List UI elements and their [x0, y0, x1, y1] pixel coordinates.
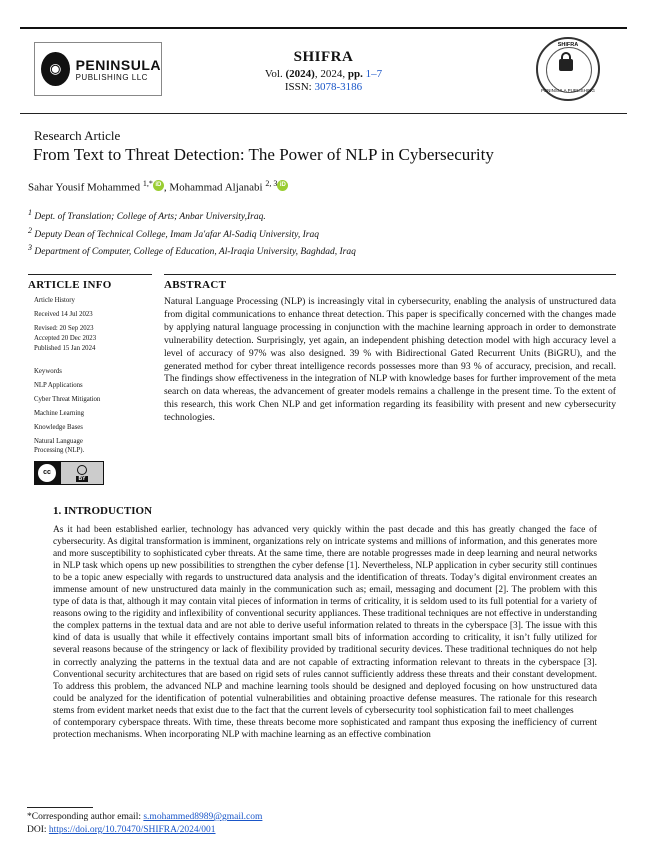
keywords-label: Keywords [34, 368, 62, 375]
abstract-text: Natural Language Processing (NLP) is increasingly vital in cybersecurity, enabling the analysis of unstructured data from digital communications to enhance threat detection. This paper is specifically concerned with the changes made by applying natural language processing in conjunction with the machine learning approach in order to demonstrate vulnerability detection. Surprisingly, yet again, an independent phishing detection model with high accuracy level a level of accuracy of 97% was also designed. 39 % with Bidirectional Gated Recurrent Units (BiGRU), and the generated method for cyber threat intelligence records possesses more than 93 % of accuracy, precision, and recall. The findings show effectiveness in the integration of NLP with knowledge bases for further improvement of the meta search on data whereas, the advancement of greater models remains a challenge in the present time. To the extent of this research, this work Chen NLP and get information regarding its feasibility with present and new cybersecurity technologies. [164, 296, 616, 424]
paragraph: of contemporary cyberspace threats. With time, these threats become more sophisticated and rampant thus exposing the inefficiency of current protection mechanisms. When incorporating NLP with machine learning as an effective combination [53, 717, 597, 740]
section-heading: 1. INTRODUCTION [53, 505, 153, 517]
journal-name: SHIFRA [293, 49, 354, 65]
person-icon [77, 465, 87, 475]
author-name: Mohammad Aljanabi [169, 181, 263, 194]
article-title: From Text to Threat Detection: The Power of NLP in Cybersecurity [33, 145, 494, 164]
orcid-icon[interactable]: iD [153, 180, 164, 191]
article-info-heading: ARTICLE INFO [28, 279, 112, 291]
info-rule [28, 274, 152, 275]
doi-line: DOI: https://doi.org/10.70470/SHIFRA/2024/001 [27, 825, 216, 835]
keyword: Natural Language Processing (NLP). [34, 438, 85, 454]
lock-icon [559, 59, 573, 71]
accepted-date: Accepted 20 Dec 2023 [34, 335, 97, 342]
publisher-name: PENINSULA [75, 56, 161, 73]
journal-seal-icon: SHIFRA PENINSULA PUBLISHING [536, 37, 600, 101]
history-label: Article History [34, 297, 75, 304]
author-list: Sahar Yousif Mohammed $^{1,*}$ iD , Mohammad Aljanabi $^{2, 3}$ iD [28, 179, 288, 194]
email-link[interactable]: s.mohammed8989@gmail.com [143, 812, 263, 822]
affiliation: $^2$ Deputy Dean of Technical College, Imam Ja'afar Al-Sadiq University, Iraq [28, 226, 319, 241]
corresponding-author: *Corresponding author email: s.mohammed8989@gmail.com [27, 812, 263, 822]
doi-link[interactable]: https://doi.org/10.70470/SHIFRA/2024/001 [48, 825, 216, 835]
keyword: NLP Applications [34, 382, 83, 389]
affiliation: $^3$ Department of Computer, College of Education, Al-Iraqia University, Baghdad, Iraq [28, 243, 356, 258]
journal-issn: ISSN: 3078-3186 [284, 81, 363, 93]
article-type: Research Article [34, 128, 121, 143]
header-rule [20, 113, 627, 114]
keyword: Cyber Threat Mitigation [34, 396, 101, 403]
author-name: Sahar Yousif Mohammed [28, 181, 141, 194]
revised-date: Revised: 20 Sep 2023 [34, 325, 94, 332]
keyword: Machine Learning [34, 410, 85, 417]
keyword: Knowledge Bases [34, 424, 83, 431]
paragraph: As it had been established earlier, technology has advanced very quickly within the past decade and this has greatly changed the face of cybersecurity. As digital transformation is imminent, organizations rely on intricate systems and millions of information, and this generates more and more susceptibility to sophisticated cyber threats. At the same time, there are notable progresses made in deep learning and neural networks in NLP task which opens up new possibilities to strengthen the cyber defense [1]. Nevertheless, NLP application in cyber security still continues to be a topic anew especially with regards to unstructured data analysis and the identification of threats. Today’s digital environment creates an immense amount of new unstructured data mainly in the communication such as; email, messaging and document [2]. The problem with this type of data is that, although it may contain vital pieces of information in terms of criticality, it is seldom used to its full potential for a variety of reasons owing to the rigidity and inflexibility of conventional security appliances. These traditional techniques are not effective in understanding the complex patterns in the textual data and are not able to derive useful information related to threats in the cyberspace [3]. The issue with this kind of data is usually that while it effectively contains important small bits of information according to criticality, it isn’t fully utilized for several reasons because of the stringency or lack of flexibility provided by traditional security devices. These traditional techniques do not help in correctly analyzing the patterns in the textual data and are not capable of extracting information relevant to threats in the cyberspace [3]. Conventional security architectures that are based on rigid sets of rules cannot sufficiently address these threats and their constant development. To address this problem, the advanced NLP and machine learning tools should be designed and deployed focusing on how unstructured data could be analyzed for the identification of potential vulnerabilities and obtaining proactive defense measures. The rationale for this research stems from evident market needs that exist due to the fact that the current levels of cybersecurity tool sophistication fail to meet challenges [53, 525, 597, 716]
introduction-body [53, 524, 597, 741]
journal-volume: Vol. (2024), 2024, pp. 1–7 [264, 68, 383, 80]
received-date: Received 14 Jul 2023 [34, 311, 93, 318]
publisher-logo-icon: ◉ [41, 52, 70, 86]
publisher-sub: PUBLISHING LLC [75, 72, 148, 82]
page-range: 1–7 [365, 68, 383, 80]
abstract-rule [164, 274, 616, 275]
affiliation: $^1$ Dept. of Translation; College of Arts; Anbar University,Iraq. [28, 208, 266, 223]
orcid-icon[interactable]: iD [277, 180, 288, 191]
cc-by-license-icon[interactable]: cc BY [34, 461, 104, 485]
abstract-heading: ABSTRACT [164, 279, 227, 291]
footnote-rule [27, 807, 93, 808]
top-rule [20, 27, 627, 29]
published-date: Published 15 Jan 2024 [34, 345, 96, 352]
